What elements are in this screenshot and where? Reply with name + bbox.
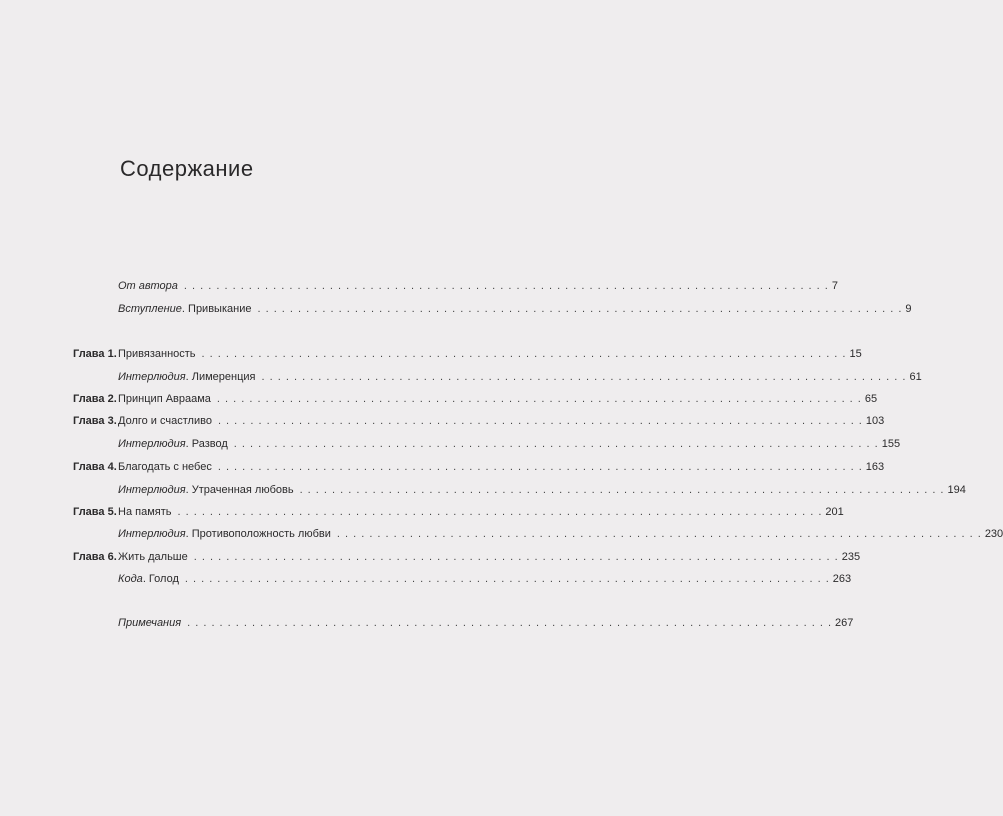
dot-leader: . . . . . . . . . . . . . . . . . . . . . . . . . . . . . . . . . . . . . . . . . . . . . . . . . . . . . . . . . . . . . . . . . . . . . . . . . . . . . . . . bbox=[201, 348, 847, 360]
toc-entry bbox=[118, 548, 861, 566]
entry-title bbox=[118, 345, 196, 363]
toc-entry bbox=[118, 368, 922, 386]
toc-row bbox=[0, 345, 862, 363]
dot-leader: . . . . . . . . . . . . . . . . . . . . . . . . . . . . . . . . . . . . . . . . . . . . . . . . . . . . . . . . . . . . . . . . . . . . . . . . . . . . . . . . bbox=[299, 484, 945, 496]
toc-row bbox=[0, 368, 922, 386]
entry-title-text: Жить дальше bbox=[118, 551, 188, 563]
entry-title bbox=[118, 481, 294, 499]
page-number: 65 bbox=[864, 393, 878, 405]
entry-title-italic: Кода bbox=[118, 573, 143, 585]
entry-title bbox=[118, 570, 179, 588]
entry-title-text: . Утраченная любовь bbox=[185, 484, 294, 496]
toc-entry bbox=[118, 614, 854, 632]
dot-leader: . . . . . . . . . . . . . . . . . . . . . . . . . . . . . . . . . . . . . . . . . . . . . . . . . . . . . . . . . . . . . . . . . . . . . . . . . . . . . . . . bbox=[336, 528, 982, 540]
toc-row bbox=[0, 570, 852, 588]
page-number: 7 bbox=[831, 280, 838, 292]
chapter-number: Глава 5. bbox=[73, 506, 117, 518]
toc-entry bbox=[118, 390, 878, 408]
dot-leader: . . . . . . . . . . . . . . . . . . . . . . . . . . . . . . . . . . . . . . . . . . . . . . . . . . . . . . . . . . . . . . . . . . . . . . . . . . . . . . . . bbox=[217, 461, 863, 473]
page-number: 235 bbox=[841, 551, 861, 563]
page-number: 15 bbox=[849, 348, 862, 360]
toc-row bbox=[0, 548, 861, 566]
entry-title-text: . Голод bbox=[142, 573, 179, 585]
entry-title-italic: Интерлюдия bbox=[118, 371, 186, 383]
dot-leader: . . . . . . . . . . . . . . . . . . . . . . . . . . . . . . . . . . . . . . . . . . . . . . . . . . . . . . . . . . . . . . . . . . . . . . . . . . . . . . . . bbox=[216, 393, 862, 405]
entry-title-text: Благодать с небес bbox=[118, 461, 212, 473]
page-title: Содержание bbox=[120, 156, 254, 181]
dot-leader: . . . . . . . . . . . . . . . . . . . . . . . . . . . . . . . . . . . . . . . . . . . . . . . . . . . . . . . . . . . . . . . . . . . . . . . . . . . . . . . . bbox=[261, 371, 907, 383]
toc-row bbox=[0, 277, 838, 295]
dot-leader: . . . . . . . . . . . . . . . . . . . . . . . . . . . . . . . . . . . . . . . . . . . . . . . . . . . . . . . . . . . . . . . . . . . . . . . . . . . . . . . . bbox=[257, 303, 903, 315]
toc-row bbox=[0, 300, 912, 318]
entry-title bbox=[118, 300, 251, 318]
page-number: 61 bbox=[909, 371, 922, 383]
toc-entry bbox=[118, 458, 885, 476]
entry-title bbox=[118, 503, 171, 521]
dot-leader: . . . . . . . . . . . . . . . . . . . . . . . . . . . . . . . . . . . . . . . . . . . . . . . . . . . . . . . . . . . . . . . . . . . . . . . . . . . . . . . . bbox=[184, 573, 830, 585]
entry-title-text: Принцип Авраама bbox=[118, 393, 211, 405]
dot-leader: . . . . . . . . . . . . . . . . . . . . . . . . . . . . . . . . . . . . . . . . . . . . . . . . . . . . . . . . . . . . . . . . . . . . . . . . . . . . . . . . bbox=[183, 280, 829, 292]
page-number: 267 bbox=[835, 617, 854, 629]
page-number: 201 bbox=[825, 506, 844, 518]
dot-leader: . . . . . . . . . . . . . . . . . . . . . . . . . . . . . . . . . . . . . . . . . . . . . . . . . . . . . . . . . . . . . . . . . . . . . . . . . . . . . . . . bbox=[187, 617, 833, 629]
entry-title-italic: От автора bbox=[118, 280, 178, 292]
page-number: 263 bbox=[832, 573, 852, 585]
entry-title-text: . Противоположность любви bbox=[185, 528, 331, 540]
entry-title-italic: Интерлюдия bbox=[118, 528, 186, 540]
entry-title-text: На память bbox=[118, 506, 172, 518]
page-number: 9 bbox=[905, 303, 912, 315]
entry-title bbox=[118, 435, 228, 453]
page-number: 194 bbox=[947, 484, 966, 496]
toc-entry bbox=[118, 300, 912, 318]
chapter-number: Глава 4. bbox=[73, 461, 117, 473]
toc-entry bbox=[118, 525, 1003, 543]
entry-title-text: . Лимеренция bbox=[185, 371, 256, 383]
entry-title bbox=[118, 368, 256, 386]
entry-title-italic: Примечания bbox=[118, 617, 182, 629]
entry-title-italic: Интерлюдия bbox=[118, 484, 186, 496]
dot-leader: . . . . . . . . . . . . . . . . . . . . . . . . . . . . . . . . . . . . . . . . . . . . . . . . . . . . . . . . . . . . . . . . . . . . . . . . . . . . . . . . bbox=[177, 506, 823, 518]
page-number: 230 bbox=[984, 528, 1003, 540]
toc-entry bbox=[118, 481, 966, 499]
toc-entry bbox=[118, 412, 885, 430]
entry-title-italic: Интерлюдия bbox=[118, 438, 186, 450]
entry-title-text: . Привыкание bbox=[181, 303, 252, 315]
chapter-number: Глава 1. bbox=[73, 348, 117, 360]
page-number: 155 bbox=[881, 438, 901, 450]
entry-title bbox=[118, 458, 212, 476]
entry-title-text: . Развод bbox=[185, 438, 228, 450]
toc-row bbox=[0, 390, 878, 408]
dot-leader: . . . . . . . . . . . . . . . . . . . . . . . . . . . . . . . . . . . . . . . . . . . . . . . . . . . . . . . . . . . . . . . . . . . . . . . . . . . . . . . . bbox=[233, 438, 879, 450]
entry-title-text: Привязанность bbox=[118, 348, 196, 360]
toc-row bbox=[0, 503, 844, 521]
toc-row bbox=[0, 435, 901, 453]
entry-title bbox=[118, 390, 211, 408]
entry-title bbox=[118, 614, 181, 632]
toc-entry bbox=[118, 277, 838, 295]
entry-title bbox=[118, 277, 178, 295]
toc-entry bbox=[118, 435, 901, 453]
toc-entry bbox=[118, 345, 862, 363]
entry-title bbox=[118, 412, 212, 430]
entry-title-italic: Вступление bbox=[118, 303, 182, 315]
dot-leader: . . . . . . . . . . . . . . . . . . . . . . . . . . . . . . . . . . . . . . . . . . . . . . . . . . . . . . . . . . . . . . . . . . . . . . . . . . . . . . . . bbox=[193, 551, 839, 563]
entry-title-text: Долго и счастливо bbox=[118, 415, 212, 427]
chapter-number: Глава 6. bbox=[73, 551, 117, 563]
page-number: 163 bbox=[865, 461, 885, 473]
toc-row bbox=[0, 458, 885, 476]
chapter-number: Глава 3. bbox=[73, 415, 117, 427]
toc-row bbox=[0, 412, 885, 430]
page-number: 103 bbox=[865, 415, 885, 427]
entry-title bbox=[118, 548, 188, 566]
dot-leader: . . . . . . . . . . . . . . . . . . . . . . . . . . . . . . . . . . . . . . . . . . . . . . . . . . . . . . . . . . . . . . . . . . . . . . . . . . . . . . . . bbox=[217, 415, 863, 427]
chapter-number: Глава 2. bbox=[73, 393, 117, 405]
toc-entry bbox=[118, 570, 852, 588]
toc-row bbox=[0, 481, 966, 499]
entry-title bbox=[118, 525, 331, 543]
toc-row bbox=[0, 614, 854, 632]
toc-row bbox=[0, 525, 1003, 543]
toc-entry bbox=[118, 503, 844, 521]
